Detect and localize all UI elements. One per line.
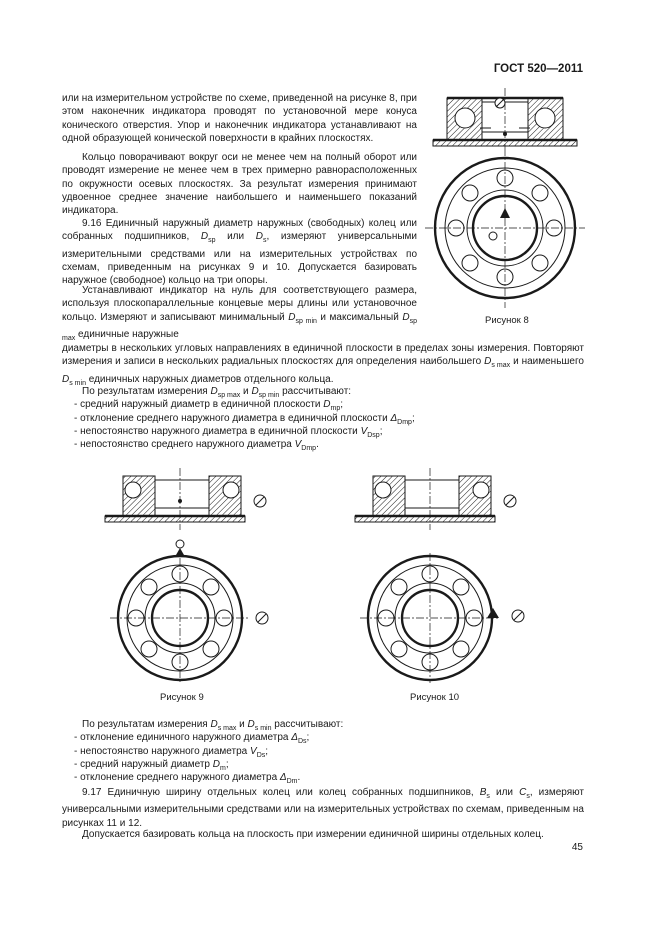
sub-spmin-2: sp min	[258, 392, 280, 399]
list-2-end-3: .	[297, 772, 301, 783]
results-intro-b: рассчитывают:	[279, 386, 352, 397]
figure-8-section	[433, 88, 577, 148]
results-intro-1: По результатам измерения $D_{sp max}$ и $D_{sp min}$ рассчитывают:	[82, 386, 352, 399]
text-single-outer: единичные наружные	[75, 328, 179, 340]
list-1-end-2: ;	[379, 426, 383, 437]
symbol-D: D	[200, 231, 209, 243]
figure-8-plan	[425, 148, 585, 308]
list-1-sub-2: Dsp	[367, 432, 380, 439]
list-2-sym-1: V	[250, 746, 257, 757]
list-1-text-0: - средний наружный диаметр в единичной плоскости	[74, 399, 324, 410]
symbol-D-5: D	[484, 356, 492, 368]
list-2-sub-1: Ds	[256, 752, 266, 759]
list-2-sym-2: D	[212, 759, 220, 770]
list-1-text-2: - непостоянство наружного диаметра в единичной плоскости	[74, 426, 361, 437]
list-2-text-3: - отклонение среднего наружного диаметра	[74, 772, 280, 783]
results-2-a: По результатам измерения	[82, 719, 211, 730]
sub-smax-2: s max	[217, 725, 237, 732]
sub-sp: sp	[208, 237, 216, 245]
figure-8-drawing	[425, 88, 585, 313]
list-1-sub-1: Dmp	[397, 419, 412, 426]
figure-10-section	[355, 468, 516, 530]
list-1-item	[74, 438, 319, 455]
sub-spmax: sp max	[62, 317, 417, 342]
figure-9-section	[105, 468, 266, 530]
symbol-D-7: D	[210, 386, 218, 397]
list-1-sym-2: V	[360, 426, 368, 437]
sub-smin: s min	[69, 379, 86, 387]
figure-10-drawing	[355, 468, 530, 686]
sec-9-17-b: , измеряют универсальными измерительными средствами или на измерительных устройствах по схемам, приведенным на рисунках 11 и 12.	[62, 787, 584, 829]
list-2-sub-3: Dm	[286, 778, 298, 785]
list-2-sym-0: Δ	[291, 732, 298, 743]
text-and-max: и максимальный	[316, 311, 403, 323]
symbol-D-2: D	[255, 231, 263, 243]
list-2-text-0: - отклонение единичного наружного диаметра	[74, 732, 292, 743]
list-1-end-3: .	[316, 439, 319, 450]
symbol-C: C	[519, 787, 527, 798]
symbol-B: B	[479, 787, 487, 798]
section-9-17	[62, 786, 584, 830]
symbol-D-10: D	[247, 719, 255, 730]
list-1-sub-3: Dmp	[301, 445, 317, 452]
sub-spmin: sp min	[295, 317, 317, 325]
sec-9-17-or: или	[489, 787, 520, 798]
sub-Bs: s	[486, 793, 490, 800]
symbol-D-4: D	[402, 311, 410, 323]
list-1-end-1: ;	[411, 413, 415, 424]
document-header: ГОСТ 520—2011	[493, 63, 583, 75]
list-1-text-1: - отклонение среднего наружного диаметра в единичной плоскости	[74, 413, 391, 424]
figure-9-drawing	[105, 468, 270, 686]
section-9-16	[62, 217, 417, 287]
list-1-sym-1: Δ	[390, 413, 398, 424]
sec-9-16-text-a: 9.16 Единичный наружный диаметр наружных (свободных) колец или собранных подшипников,	[62, 218, 417, 243]
figure-10-caption: Рисунок 10	[410, 692, 460, 703]
page-number: 45	[571, 842, 583, 853]
symbol-D-6: D	[62, 373, 70, 385]
sec-9-16-or: или	[215, 231, 256, 243]
figure-8-caption: Рисунок 8	[485, 315, 529, 326]
list-2-end-1: ;	[265, 746, 269, 757]
paragraph-continued: или на измерительном устройстве по схеме, приведенной на рисунке 8, при этом наконечник индикатора проводят по установочной мере конуса конического отверстия. Упор и наконечник индикатора устанавливают на одной образующей конической поверхности в крайних плоскостях.	[62, 93, 417, 144]
paragraph-rotation: Кольцо поворачивают вокруг оси не менее чем на полный оборот или проводят измерение не менее чем в трех примерно равнорасположенных по окружности осевых плоскостях. За результат измерения принимают удвоенное среднее значение наибольшего и наименьшего показаний индикатора.	[62, 152, 417, 217]
sub-smin-2: s min	[254, 725, 272, 732]
sec-9-16-text-b: , измеряют универсальными измерительными средствами или на измерительных устройствах по схемам, приведенным на рисунках 9 и 10. Допускается базировать наружное (свободное) кольцо на три опоры.	[62, 231, 417, 287]
text-and-min: и наименьшего	[510, 356, 584, 368]
list-1-end-0: ;	[340, 399, 344, 410]
list-1-sub-0: mp	[330, 405, 341, 412]
symbol-D-3: D	[288, 311, 296, 323]
sub-Cs: s	[526, 793, 530, 800]
results-intro-a: По результатам измерения	[82, 386, 211, 397]
diameters-text: диаметры в нескольких угловых направлениях в единичной плоскости в пределах зоны измерения. Повторяют измерения и записи в нескольких радиальных плоскостях для определения наибольшего	[62, 343, 584, 368]
list-2-end-2: ;	[225, 759, 229, 770]
results-intro-2: По результатам измерения $D_{s max}$ и $D_{s min}$ рассчитывают:	[82, 719, 344, 732]
sub-spmax-2: sp max	[217, 392, 241, 399]
sub-s: s	[262, 237, 267, 245]
list-2-sym-3: Δ	[279, 772, 287, 783]
figure-9-plan	[110, 540, 268, 683]
figure-9-caption: Рисунок 9	[160, 692, 204, 703]
list-2-end-0: ;	[306, 732, 310, 743]
figure-10-plan	[360, 553, 524, 683]
diameters-text-end: единичных наружных диаметров отдельного кольца.	[85, 373, 334, 385]
results-2-b: рассчитывают:	[271, 719, 344, 730]
list-2-sub-2: m	[219, 765, 226, 772]
sec-9-17-a: 9.17 Единичную ширину отдельных колец или колец собранных подшипников,	[82, 787, 480, 798]
paragraph-indicator-zero	[62, 284, 417, 345]
paragraph-diameters	[62, 342, 584, 390]
list-1-sym-0: D	[323, 399, 331, 410]
symbol-D-8: D	[251, 386, 259, 397]
list-1-sym-3: V	[294, 439, 302, 450]
indicator-zero-text: Устанавливают индикатор на нуль для соответствующего размера, используя плоскопараллельные концевые меры длины или установочное кольцо. Измеряют и записывают минимальный	[62, 285, 417, 323]
list-2-text-1: - непостоянство наружного диаметра	[74, 746, 251, 757]
list-2-text-2: - средний наружный диаметр	[74, 759, 213, 770]
list-2-sub-0: Ds	[297, 738, 307, 745]
list-1-text-3: - непостоянство среднего наружного диаметра	[74, 439, 295, 450]
symbol-D-9: D	[210, 719, 218, 730]
sub-smax: s max	[491, 362, 511, 370]
paragraph-allowed-base: Допускается базировать кольца на плоскость при измерении единичной ширины отдельных колец.	[82, 829, 544, 840]
